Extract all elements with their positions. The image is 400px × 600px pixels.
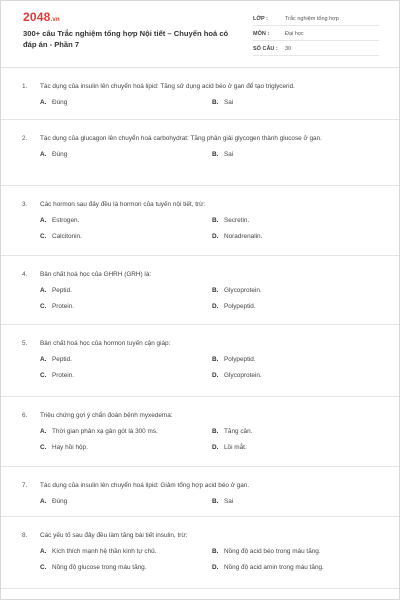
option-b[interactable]: [212, 99, 233, 106]
option-text: Estrogen.: [52, 217, 80, 224]
option-letter: B.: [212, 287, 219, 294]
question-item: [1, 467, 400, 517]
question-stem: [22, 133, 379, 144]
option-letter: C.: [40, 233, 47, 240]
site-logo[interactable]: [23, 10, 60, 24]
option-a[interactable]: [40, 498, 67, 505]
option-text: Nồng độ acid amin trong máu tăng.: [224, 564, 324, 571]
options: [22, 144, 379, 166]
option-a[interactable]: [40, 548, 156, 555]
question-text: Triệu chứng gợi ý chẩn đoán bệnh myxedema:: [40, 412, 173, 419]
option-d[interactable]: [212, 564, 324, 571]
option-a[interactable]: [40, 356, 72, 363]
options: [22, 280, 379, 318]
option-b[interactable]: [212, 287, 262, 294]
option-text: Sai: [224, 151, 234, 158]
option-letter: D.: [212, 564, 219, 571]
question-number: 3.: [22, 201, 28, 208]
option-letter: D.: [212, 372, 219, 379]
option-text: Sai: [224, 498, 234, 505]
question-number: 1.: [22, 83, 28, 90]
question-text: Các hormon sau đây đều là hormon của tuyến nội tiết, trừ:: [40, 201, 206, 208]
option-text: Peptid.: [52, 287, 72, 294]
option-letter: A.: [40, 356, 47, 363]
option-letter: D.: [212, 233, 219, 240]
question-stem: [22, 530, 379, 541]
option-a[interactable]: [40, 99, 67, 106]
option-letter: B.: [212, 548, 219, 555]
options: [22, 491, 379, 513]
option-text: Peptid.: [52, 356, 72, 363]
meta-value: 30: [285, 46, 292, 52]
option-letter: B.: [212, 217, 219, 224]
option-d[interactable]: [212, 233, 262, 240]
question-number: 5.: [22, 340, 28, 347]
option-letter: C.: [40, 372, 47, 379]
options: [22, 92, 379, 114]
option-b[interactable]: [212, 217, 249, 224]
option-text: Lồi mắt.: [224, 444, 247, 451]
option-d[interactable]: [212, 372, 262, 379]
meta-value: Đại học: [285, 31, 304, 37]
meta-row-class: [253, 13, 379, 26]
header-divider: [1, 67, 399, 68]
option-a[interactable]: [40, 428, 158, 435]
question-item: [1, 81, 400, 120]
option-letter: D.: [212, 303, 219, 310]
question-stem: [22, 410, 379, 421]
option-text: Sai: [224, 99, 234, 106]
option-a[interactable]: [40, 151, 67, 158]
option-text: Secretin.: [224, 217, 250, 224]
option-a[interactable]: [40, 217, 79, 224]
meta-label: SỐ CÂU :: [253, 46, 278, 52]
option-letter: B.: [212, 99, 219, 106]
option-text: Kích thích mạnh hệ thần kinh tự chủ.: [52, 548, 157, 555]
question-item: [1, 397, 400, 467]
option-b[interactable]: [212, 151, 233, 158]
question-number: 2.: [22, 135, 28, 142]
meta-row-subject: [253, 28, 379, 41]
option-letter: B.: [212, 498, 219, 505]
option-letter: C.: [40, 564, 47, 571]
question-number: 6.: [22, 412, 28, 419]
question-number: 8.: [22, 532, 28, 539]
logo-text: 2048: [23, 10, 51, 24]
options: [22, 421, 379, 459]
option-letter: D.: [212, 444, 219, 451]
option-letter: A.: [40, 498, 47, 505]
option-text: Calcitonin.: [52, 233, 82, 240]
question-stem: [22, 81, 379, 92]
meta-value: Trắc nghiệm tổng hợp: [285, 16, 339, 22]
option-letter: C.: [40, 444, 47, 451]
option-c[interactable]: [40, 444, 88, 451]
options: [22, 349, 379, 387]
option-text: Glycoprotein.: [224, 372, 262, 379]
option-text: Tăng cân.: [224, 428, 253, 435]
question-text: Tác dụng của insulin lên chuyển hoá lipid: Giảm tổng hợp acid béo ở gan.: [40, 482, 250, 489]
question-stem: [22, 269, 379, 280]
question-text: Bản chất hoá học của hormon tuyến cận giáp:: [40, 340, 171, 347]
question-item: [1, 120, 400, 186]
option-letter: A.: [40, 217, 47, 224]
option-letter: B.: [212, 151, 219, 158]
option-b[interactable]: [212, 548, 321, 555]
option-letter: B.: [212, 356, 219, 363]
question-item: [1, 517, 400, 589]
option-text: Nồng độ acid béo trong máu tăng.: [224, 548, 321, 555]
option-c[interactable]: [40, 372, 74, 379]
option-c[interactable]: [40, 564, 147, 571]
option-c[interactable]: [40, 233, 82, 240]
option-letter: A.: [40, 287, 47, 294]
question-text: Bản chất hoá học của GHRH (GRH) là:: [40, 271, 152, 278]
meta-label: LỚP :: [253, 16, 268, 22]
document-title: 300+ câu Trắc nghiệm tổng hợp Nội tiết – Chuyển hoá có đáp án - Phần 7: [23, 29, 229, 49]
option-d[interactable]: [212, 444, 247, 451]
question-stem: [22, 199, 379, 210]
options: [22, 541, 379, 579]
option-letter: A.: [40, 99, 47, 106]
option-text: Polypeptid.: [224, 303, 256, 310]
option-letter: B.: [212, 428, 219, 435]
option-text: Polypeptid.: [224, 356, 256, 363]
option-letter: A.: [40, 428, 47, 435]
option-text: Đúng: [52, 498, 68, 505]
option-text: Hay hồi hộp.: [52, 444, 88, 451]
option-a[interactable]: [40, 287, 72, 294]
meta-label: MÔN :: [253, 31, 270, 37]
option-letter: A.: [40, 548, 47, 555]
option-text: Đúng: [52, 151, 68, 158]
meta-row-count: [253, 43, 379, 56]
option-text: Protein.: [52, 372, 75, 379]
option-b[interactable]: [212, 356, 256, 363]
option-b[interactable]: [212, 428, 252, 435]
question-text: Các yếu tố sau đây đều làm tăng bài tiết insulin, trừ:: [40, 532, 188, 539]
option-text: Nồng độ glucose trong máu tăng.: [52, 564, 147, 571]
question-stem: [22, 338, 379, 349]
question-text: Tác dụng của glucagon lên chuyển hoá carbohydrat: Tăng phân giải glycogen thành glucose ở gan.: [40, 135, 322, 142]
question-item: [1, 186, 400, 256]
meta-info: [253, 13, 379, 58]
option-text: Thời gian phản xạ gân gót là 300 ms.: [52, 428, 158, 435]
question-text: Tác dụng của insulin lên chuyển hoá lipid: Tăng sử dụng acid béo ở gan để tạo triglycerid.: [40, 83, 295, 90]
options: [22, 210, 379, 248]
question-number: 7.: [22, 482, 28, 489]
question-list: [1, 81, 400, 589]
question-item: [1, 256, 400, 325]
option-text: Protein.: [52, 303, 75, 310]
logo-tld: .vn: [50, 17, 60, 23]
question-stem: [22, 480, 379, 491]
option-text: Đúng: [52, 99, 68, 106]
option-text: Noradrenalin.: [224, 233, 263, 240]
option-d[interactable]: [212, 303, 256, 310]
option-text: Glycoprotein.: [224, 287, 262, 294]
document-header: [1, 1, 399, 67]
option-b[interactable]: [212, 498, 233, 505]
question-number: 4.: [22, 271, 28, 278]
option-c[interactable]: [40, 303, 74, 310]
option-letter: A.: [40, 151, 47, 158]
option-letter: C.: [40, 303, 47, 310]
question-item: [1, 325, 400, 397]
